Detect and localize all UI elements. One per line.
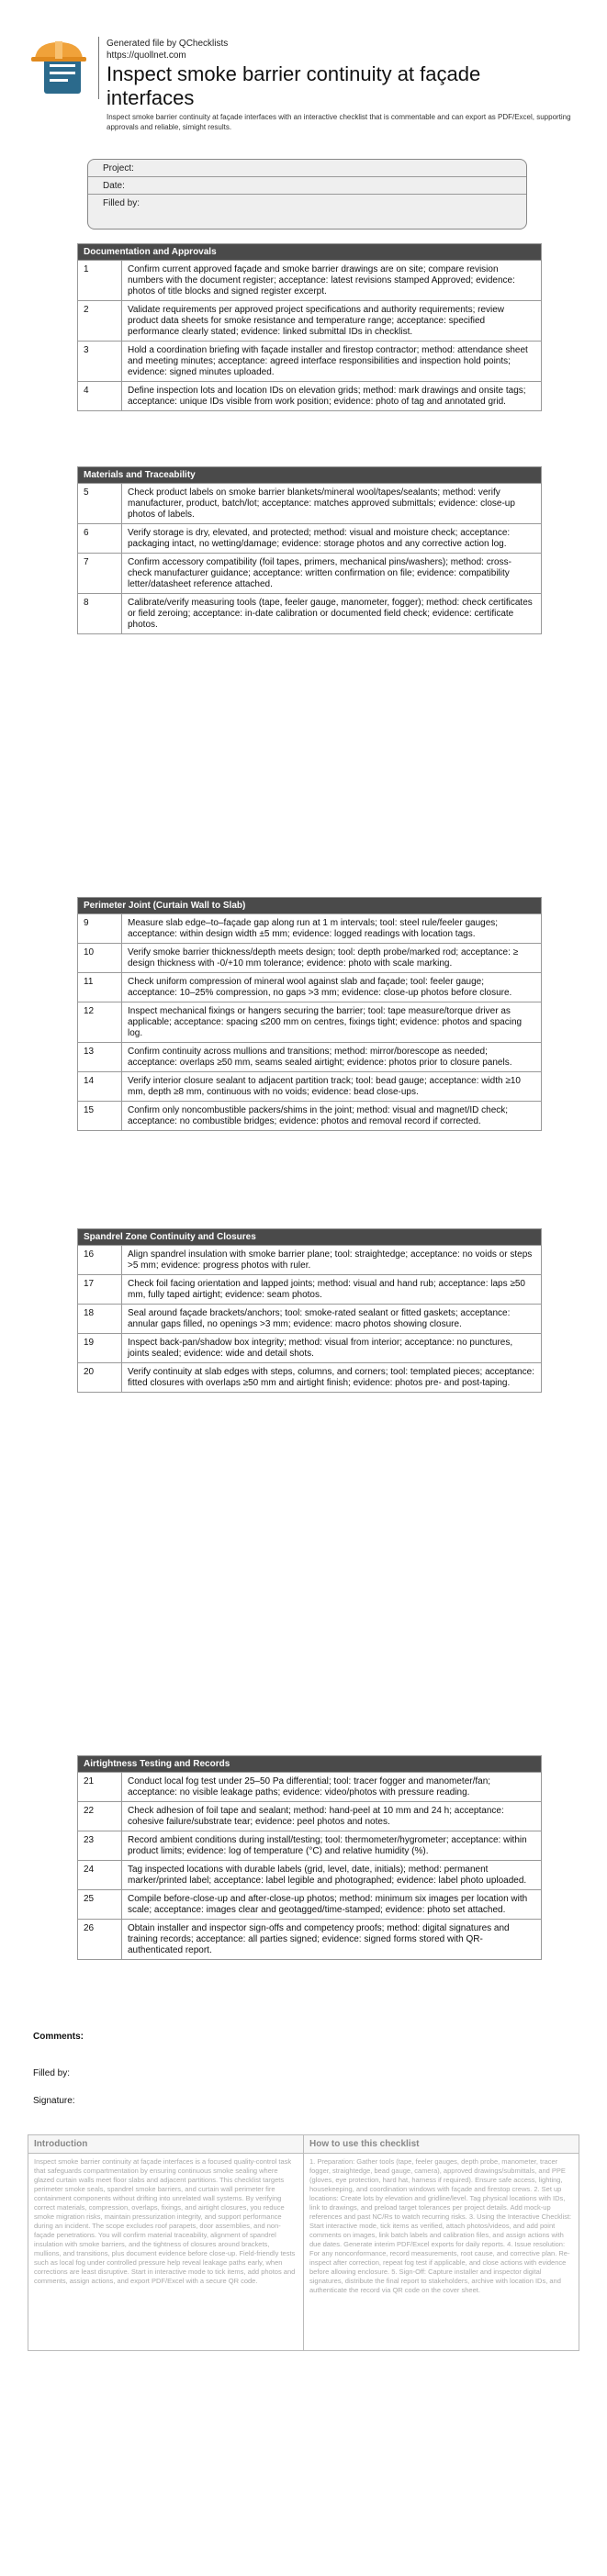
- item-text: Verify smoke barrier thickness/depth meets design; tool: depth probe/marked rod; acceptance: ≥ design thickness with -0/+10 mm tolerance; evidence: photo with scale marking.: [128, 947, 519, 969]
- item-number: 16: [78, 1246, 122, 1274]
- how-to-use-column: [303, 2135, 579, 2350]
- checklist-item[interactable]: [78, 913, 541, 943]
- section-title: Perimeter Joint (Curtain Wall to Slab): [78, 898, 541, 913]
- checklist-item[interactable]: [78, 1801, 541, 1831]
- item-text: Validate requirements per approved project specifications and authority requirements; review product data sheets for smoke resistance and temperature range; acceptance: specified performance clearly stated; evidence: linked submittal IDs in checklist.: [128, 305, 505, 337]
- date-field[interactable]: Date:: [88, 177, 526, 195]
- item-number: 24: [78, 1861, 122, 1889]
- item-text: Seal around façade brackets/anchors; tool: smoke-rated sealant or fitted gaskets; acceptance: annular gaps filled, no openings >3 mm; evidence: macro photos showing closure.: [128, 1308, 511, 1329]
- section-airtightness-testing: [77, 1755, 542, 1960]
- checklist-item[interactable]: [78, 1860, 541, 1889]
- project-field[interactable]: Project:: [88, 160, 526, 177]
- checklist-item[interactable]: [78, 1333, 541, 1362]
- item-number: 18: [78, 1305, 122, 1333]
- item-text: Confirm continuity across mullions and transitions; method: mirror/borescope as needed; acceptance: overlaps ≥50 mm, seams sealed airtight; evidence: photos prior to closure panels.: [128, 1047, 512, 1068]
- item-text: Check adhesion of foil tape and sealant; method: hand-peel at 10 mm and 24 h; acceptance: cohesive failure/substrate tear; evidence: peel photos and notes.: [128, 1806, 504, 1827]
- section-title: Airtightness Testing and Records: [78, 1756, 541, 1772]
- item-text: Conduct local fog test under 25–50 Pa differential; tool: tracer fogger and manometer/fan; acceptance: no visible leakage paths; evidence: video/photos with pressure reading.: [128, 1776, 491, 1798]
- item-number: 7: [78, 554, 122, 593]
- checklist-item[interactable]: [78, 1362, 541, 1392]
- page-title: Inspect smoke barrier continuity at façade interfaces: [107, 62, 481, 109]
- generated-by-text: Generated file by QChecklists: [107, 39, 229, 49]
- info-columns: [28, 2134, 579, 2351]
- section-title: Spandrel Zone Continuity and Closures: [78, 1229, 541, 1245]
- item-text: Confirm accessory compatibility (foil tapes, primers, mechanical pins/washers); method: cross-check manufacturer guidance; acceptance: written confirmation on file; evidence: compatibility letter/datasheet reference attached.: [128, 557, 511, 589]
- checklist-item[interactable]: [78, 553, 541, 593]
- item-number: 8: [78, 594, 122, 633]
- section-title: Documentation and Approvals: [78, 244, 541, 260]
- header-divider: [98, 37, 99, 99]
- checklist-item[interactable]: [78, 523, 541, 553]
- item-number: 13: [78, 1043, 122, 1071]
- item-number: 3: [78, 342, 122, 381]
- document-header: [28, 37, 579, 138]
- checklist-item[interactable]: [78, 1101, 541, 1130]
- signature-label: Signature:: [33, 2096, 75, 2106]
- checklist-item[interactable]: [78, 943, 541, 972]
- how-to-use-heading: How to use this checklist: [304, 2135, 579, 2154]
- checklist-item[interactable]: [78, 1245, 541, 1274]
- checklist-item[interactable]: [78, 1042, 541, 1071]
- item-number: 1: [78, 261, 122, 300]
- checklist-item[interactable]: [78, 972, 541, 1002]
- item-text: Record ambient conditions during install/testing; tool: thermometer/hygrometer; acceptance: within product limits; evidence: log of temperature (°C) and relative humidity (%).: [128, 1835, 527, 1856]
- item-text: Check product labels on smoke barrier blankets/mineral wool/tapes/sealants; method: verify manufacturer, product, batch/lot; acceptance: matches approved submittals; evidence: close-up photos of labels.: [128, 487, 515, 520]
- item-number: 5: [78, 484, 122, 523]
- how-to-use-text: 1. Preparation: Gather tools (tape, feeler gauges, depth probe, manometer, tracer fogger, straightedge, bead gauge, camera), approved drawings/submittals, and PPE (gloves, eye protection, hard hat, harness if required). Ensure safe access, lighting, housekeeping, and coordination windows with façade and firestop crews. 2. Set up locations: Create lots by elevation and gridline/level. Tag physical locations with IDs, link to drawings, and preload target tolerances per project details. Add mock-up references and past NC/Rs to watch recurring risks. 3. Using the Interactive Checklist: Start interactive mode, tick items as verified, attach photos/videos, and add point comments on images, link batch labels and calibration files, and assign actions with due dates. Generate interim PDF/Excel exports for daily reports. 4. Issue resolution: For any nonconformance, record measurements, root cause, and corrective plan. Re-inspect after correction, repeat fog test if applicable, and close actions with evidence before allowing enclosure. 5. Sign-Off: Capture installer and inspector digital signatures, distribute the final report to stakeholders, archive with location IDs, and authenticate the record via QR code on the cover sheet.: [309, 2157, 572, 2294]
- checklist-item[interactable]: [78, 1831, 541, 1860]
- page-description: Inspect smoke barrier continuity at façade interfaces with an interactive checklist that is commentable and can export as PDF/Excel, supporting approvals and reliable, simight results.: [107, 113, 571, 131]
- item-number: 21: [78, 1773, 122, 1801]
- section-spandrel-zone: [77, 1228, 542, 1393]
- checklist-item[interactable]: [78, 1919, 541, 1959]
- item-number: 26: [78, 1920, 122, 1959]
- item-text: Verify continuity at slab edges with steps, columns, and corners; tool: templated pieces; acceptance: fitted closures with overlaps ≥50 mm and airtight finish; evidence: photos pre- and post-taping.: [128, 1367, 535, 1388]
- item-text: Define inspection lots and location IDs on elevation grids; method: mark drawings and onsite tags; acceptance: unique IDs visible from work position; evidence: photo of tag and annotated grid.: [128, 386, 526, 407]
- section-documentation-approvals: [77, 243, 542, 411]
- item-number: 15: [78, 1102, 122, 1130]
- checklist-item[interactable]: [78, 1071, 541, 1101]
- item-number: 14: [78, 1072, 122, 1101]
- item-text: Hold a coordination briefing with façade installer and firestop contractor; method: attendance sheet and meeting minutes; acceptance: agreed interface responsibilities and inspection hold points; evidence: signed minutes uploaded.: [128, 345, 528, 377]
- project-info-box: [87, 159, 527, 230]
- item-text: Check foil facing orientation and lapped joints; method: visual and hand rub; acceptance: laps ≥50 mm, fully taped airtight; evidence: seam photos.: [128, 1279, 525, 1300]
- comments-label: Comments:: [33, 2032, 84, 2042]
- checklist-item[interactable]: [78, 1889, 541, 1919]
- item-number: 9: [78, 914, 122, 943]
- item-text: Align spandrel insulation with smoke barrier plane; tool: straightedge; acceptance: no voids or steps >5 mm; evidence: progress photos with ruler.: [128, 1249, 533, 1271]
- item-text: Measure slab edge–to–façade gap along run at 1 m intervals; tool: steel rule/feeler gauges; acceptance: within design width ±5 mm; evidence: logged readings with location tags.: [128, 918, 499, 939]
- item-text: Tag inspected locations with durable labels (grid, level, date, initials); method: permanent marker/printed label; acceptance: label legible and photographed; evidence: label photo uploaded.: [128, 1865, 527, 1886]
- checklist-item[interactable]: [78, 381, 541, 410]
- item-number: 17: [78, 1275, 122, 1304]
- checklist-item[interactable]: [78, 300, 541, 341]
- item-number: 22: [78, 1802, 122, 1831]
- section-materials-traceability: [77, 466, 542, 634]
- item-number: 4: [78, 382, 122, 410]
- checklist-item[interactable]: [78, 1274, 541, 1304]
- item-number: 10: [78, 944, 122, 972]
- section-perimeter-joint: [77, 897, 542, 1131]
- item-text: Inspect mechanical fixings or hangers securing the barrier; tool: tape measure/torque driver as applicable; acceptance: spacing ≤200 mm on centres, fixings tight; evidence: photos and spacing log.: [128, 1006, 523, 1038]
- item-text: Check uniform compression of mineral wool against slab and façade; tool: feeler gauge; acceptance: 10–25% compression, no gaps >3 mm; evidence: close-up photos before closure.: [128, 977, 512, 998]
- checklist-item[interactable]: [78, 483, 541, 523]
- item-number: 12: [78, 1002, 122, 1042]
- item-number: 25: [78, 1890, 122, 1919]
- checklist-item[interactable]: [78, 1304, 541, 1333]
- introduction-text: Inspect smoke barrier continuity at façade interfaces is a focused quality-control task that safeguards compartmentation by ensuring continuous smoke sealing where glazed curtain walls meet floor slabs and adjacent partitions. This checklist targets perimeter smoke seals, spandrel smoke barriers, and curtain wall perimeter fire containment components without drifting into unrelated wall systems. By verifying correct materials, compression, overlaps, fixings, and airtight closures, you reduce smoke migration risks, maintain pressurization integrity, and support performance during an incident. The scope excludes roof parapets, door assemblies, and non-façade penetrations. You will confirm material traceability, alignment of spandrel insulation with smoke barriers, and the tightness of closures around brackets, mullions, and transitions, plus document evidence before close-up. Field-friendly tests such as local fog under controlled pressure help reveal leakage paths early, when corrections are least disruptive. Start in interactive mode to tick items, add photos and comments, assign actions, and export PDF/Excel with a secure QR code.: [34, 2157, 296, 2285]
- item-text: Compile before-close-up and after-close-up photos; method: minimum six images per location with scale; acceptance: images clear and geotagged/time-stamped; evidence: photo set attached.: [128, 1894, 528, 1915]
- item-text: Verify interior closure sealant to adjacent partition track; tool: bead gauge; acceptance: width ≥10 mm, depth ≥8 mm, continuous with no voids; evidence: bead close-ups.: [128, 1076, 521, 1097]
- item-number: 20: [78, 1363, 122, 1392]
- introduction-column: [28, 2135, 303, 2350]
- filled-by-label: Filled by:: [33, 2068, 71, 2078]
- checklist-item[interactable]: [78, 1002, 541, 1042]
- source-url-link[interactable]: https://quollnet.com: [107, 50, 186, 61]
- item-number: 11: [78, 973, 122, 1002]
- item-text: Confirm current approved façade and smoke barrier drawings are on site; compare revision numbers with the document register; acceptance: latest revisions stamped Approved; evidence: photos of title blocks and signed register excerpt.: [128, 264, 515, 297]
- item-text: Obtain installer and inspector sign-offs and competency proofs; method: digital signatures and training records; acceptance: all parties signed; evidence: signed forms stored with QR-authenticated report.: [128, 1923, 510, 1955]
- section-title: Materials and Traceability: [78, 467, 541, 483]
- item-number: 19: [78, 1334, 122, 1362]
- item-text: Calibrate/verify measuring tools (tape, feeler gauge, manometer, fogger); method: check certificates or field zeroing; acceptance: in-date calibration or documented field check; evidence: certificate photos.: [128, 598, 533, 630]
- item-text: Inspect back-pan/shadow box integrity; method: visual from interior; acceptance: no punctures, joints sealed; evidence: wide and detail shots.: [128, 1338, 513, 1359]
- checklist-item[interactable]: [78, 260, 541, 300]
- checklist-logo-icon: [28, 39, 92, 95]
- introduction-heading: Introduction: [28, 2135, 303, 2154]
- item-text: Confirm only noncombustible packers/shims in the joint; method: visual and magnet/ID check; acceptance: no combustible bridges; evidence: photos and removal record if corrected.: [128, 1105, 509, 1126]
- item-number: 6: [78, 524, 122, 553]
- filled-by-field[interactable]: Filled by:: [103, 198, 141, 208]
- checklist-item[interactable]: [78, 1772, 541, 1801]
- checklist-item[interactable]: [78, 593, 541, 633]
- checklist-item[interactable]: [78, 341, 541, 381]
- item-text: Verify storage is dry, elevated, and protected; method: visual and moisture check; acceptance: packaging intact, no wetting/damage; evidence: storage photos and any corrective action log.: [128, 528, 511, 549]
- item-number: 23: [78, 1831, 122, 1860]
- item-number: 2: [78, 301, 122, 341]
